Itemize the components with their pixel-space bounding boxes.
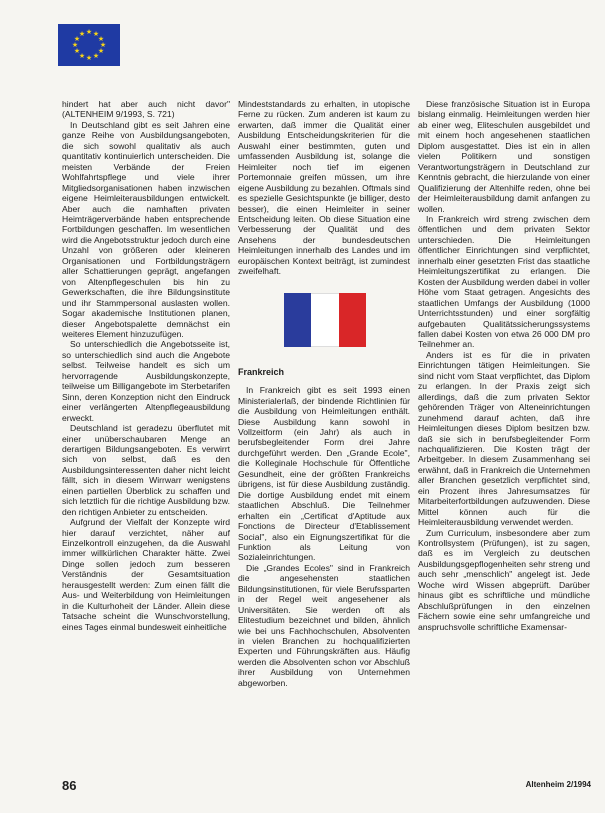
france-flag-image — [284, 293, 366, 347]
paragraph: Diese französische Situation ist in Europa bislang einmalig. Heimleitungen werden hier ab einer weg, Eliteschulen ausgebildet und mit einem hoch angesehenen staatlichen Diplom ausgestattet. Dies ist ein in allen vielen Politikern und sonstigen Verantwortungsträgern in Deutschland zur Kenntnis gebracht, die hierzulande von einer Qualifizierung der Altenhilfe reden, ohne bei der Heimleiterausbildung damit anfangen zu wollen. — [418, 99, 590, 214]
svg-text:★: ★ — [85, 54, 93, 62]
svg-text:★: ★ — [71, 41, 79, 49]
eu-flag-image — [58, 24, 120, 66]
page-number: 86 — [62, 778, 77, 793]
column-2 — [238, 99, 410, 688]
paragraph: Mindeststandards zu erhalten, in utopische Ferne zu rücken. Zum anderen ist kaum zu erwarten, daß immer die Qualität einer Ausbildung Entscheidungskriterien für die Auswahl einer bestimmten, guten und umfassenden Ausbildung ist, solange die Heimleiter noch tief im eigenen Portemonnaie greifen müssen, um ihre eigene Ausbildung zu bezahlen. Oftmals sind es spezielle Gesichtspunkte (je billiger, desto besser), die einen Heimleiter in seiner Entscheidung leiten. Ob diese Situation eine Verbesserung der Qualität und des Ansehens der bundesdeutschen Heimleitungen innerhalb des Landes und im europäischen Kontext beiträgt, ist zumindest zweifelhaft. — [238, 99, 410, 277]
svg-text:★: ★ — [92, 30, 100, 38]
paragraph: Anders ist es für die in privaten Einrichtungen tätigen Heimleitungen. Sie sind nicht vom Staat verpflichtet, das Diplom zu erlangen. In der Praxis zeigt sich allerdings, daß die zum privaten Sektor gehörenden Träger von Alteneinrichtungen zunehmend darauf achten, daß ihre Heimleitungen dieses Diplom besitzen bzw. daß sie sich in berufsbegleitender Form nachqualifizieren. Die Kosten trägt der Arbeitgeber. In diesem Zusammenhang sei erwähnt, daß in Frankreich die Unternehmen aller Branchen gesetzlich verpflichtet sind, ein Prozent ihres Jahresumsatzes für Mitarbeiterfortbildungen aufzuwenden. Diese Mittel können auch für die Heimleiterausbildung verwendet werden. — [418, 349, 590, 528]
svg-text:★: ★ — [73, 35, 81, 43]
svg-text:★: ★ — [78, 52, 86, 60]
svg-text:★: ★ — [78, 30, 86, 38]
paragraph: hindert hat aber auch nicht davor" (ALTENHEIM 9/1993, S. 721) — [62, 99, 230, 120]
svg-text:★: ★ — [73, 47, 81, 55]
paragraph: In Frankreich wird streng zwischen dem öffentlichen und dem privaten Sektor unterschieden. Die Heimleitungen öffentlicher Einrichtungen sind verpflichtet, innerhalb einer gesetzten Frist das staatliche Heimleitungszertifikat zu erlangen. Die Kosten der Ausbildung werden dabei in voller Höhe vom Staat getragen. Angesichts des staatlichen Umfangs der Ausbildung (1000 Unterrichtsstunden) und einer sorgfältig aufgebauten Qualitätssicherungssystems fallen dabei Kosten von etwa 26 000 DM pro Teilnehmer an. — [418, 213, 590, 350]
section-heading-france: Frankreich — [238, 366, 285, 377]
paragraph: Deutschland ist geradezu überflutet mit einer unüberschaubaren Menge an derartigen Bildungsangeboten. Es verwirrt sich von selbst, daß es den Ausbildungsinteressenten daher nicht leicht fällt, sich in diesem Wirrwarr wenigstens einen partiellen Überblick zu schaffen und sich letztlich für die richtige Ausbildung bzw. den richtigen Anbieter zu entscheiden. — [62, 423, 230, 517]
paragraph: In Frankreich gibt es seit 1993 einen Ministerialerlaß, der bindende Richtlinien für die Ausbildung von Heimleitungen enthält. Diese Ausbildung kann sowohl in Vollzeitform (ein Jahr) als auch in berufsbegleitender Form drei Jahre durchgeführt werden. Den „Grande Ecole", die Kolleginale Hochschule für Öffentliche Gesundheit, eine der größten Frankreichs übrigens, ist für diese Ausbildung zuständig. Die dortige Ausbildung endet mit einem staatlichen Abschluß. Die Teilnehmer erhalten ein „Certificat d'Aptitude aux Fonctions de Directeur d'Etablissement Social", also ein Eignungszertifikat für die Funktion als Leitung von Sozialeinrichtungen. — [238, 385, 410, 563]
paragraph: So unterschiedlich die Angebotsseite ist, so unterschiedlich sind auch die Angebote selbst. Teilweise handelt es sich um hervorragende Ausbildungskonzepte, teilweise um Billigangebote im Sterbetarifen Sinn, deren Konzeption nicht den Eindruck einer verlängerten Altenpflegeausbildung erweckt. — [62, 339, 230, 423]
paragraph: Aufgrund der Vielfalt der Konzepte wird hier darauf verzichtet, näher auf Einzelkontroll einzugehen, da die Auswahl immer willkürlichen Charakter hätte. Zwei Dinge sollen jedoch zum besseren Verständnis der Gesamtsituation herausgestellt werden: Zum einen fällt die Aus- und Weiterbildung von Heimleitungen in die Kulturhoheit der Länder. Allein diese Tatsache scheint die Wunschvorstellung, eines Tages einmal bundesweit einheitliche — [62, 517, 230, 632]
column-3 — [418, 99, 590, 632]
svg-text:★: ★ — [97, 47, 105, 55]
svg-text:★: ★ — [92, 52, 100, 60]
svg-text:★: ★ — [85, 28, 93, 36]
publication-footer: Altenheim 2/1994 — [525, 780, 591, 789]
paragraph: In Deutschland gibt es seit Jahren eine ganze Reihe von Ausbildungsangeboten, die sich sowohl qualitativ als auch quantitativ kontinuierlich unterscheiden. Die meisten Verbände der Freien Wohlfahrtspflege und viele ihrer Mitgliedsorganisationen haben inzwischen eigene Heimleiterausbildungen entwickelt. Aber auch die namhaften privaten Heimträgerverbände haben entsprechende Fortbildungen geschaffen. Im wesentlichen wird die Angebotsstruktur jedoch durch eine Unzahl von größeren oder kleineren Organisationen und Fortbildungsträgern aller Schattierungen geprägt, angefangen von Altenpflegeschulen bis hin zu Gewerkschaften, die ihre Bildungsinstitute und ihr Stammpersonal auslasten wollen. Sogar akademische Institutionen planen, dieser Angebotspalette demnächst ein weiteres Element hinzuzufügen. — [62, 119, 230, 339]
svg-text:★: ★ — [99, 41, 107, 49]
column-1 — [62, 99, 230, 632]
paragraph: Zum Curriculum, insbesondere aber zum Kontrollsystem (Prüfungen), ist zu sagen, daß es im Vergleich zu deutschen Ausbildungsgepflogenheiten sehr streng und auch sehr „menschlich" angelegt ist. Jede Woche wird Wissen abgeprüft. Darüber hinaus gibt es schriftliche und mündliche Abschlußprüfungen in den einzelnen Fächern sowie eine sehr umfangreiche und anspruchsvolle schriftliche Examensar- — [418, 527, 590, 632]
paragraph: Die „Grandes Ecoles" sind in Frankreich die angesehensten staatlichen Bildungsinstitutionen, für viele Berufssparten in der Regel weit angesehener als Universitäten. Sie werden oft als Elitestudium bezeichnet und bilden, ähnlich wie bei uns Fachhochschulen, Absolventen in vielen Branchen zu hochqualifizierten Experten und Führungskräften aus. Häufig werden die Absolventen schon vor Abschluß ihrer Ausbildung von Unternehmen abgeworben. — [238, 562, 410, 688]
svg-text:★: ★ — [97, 35, 105, 43]
